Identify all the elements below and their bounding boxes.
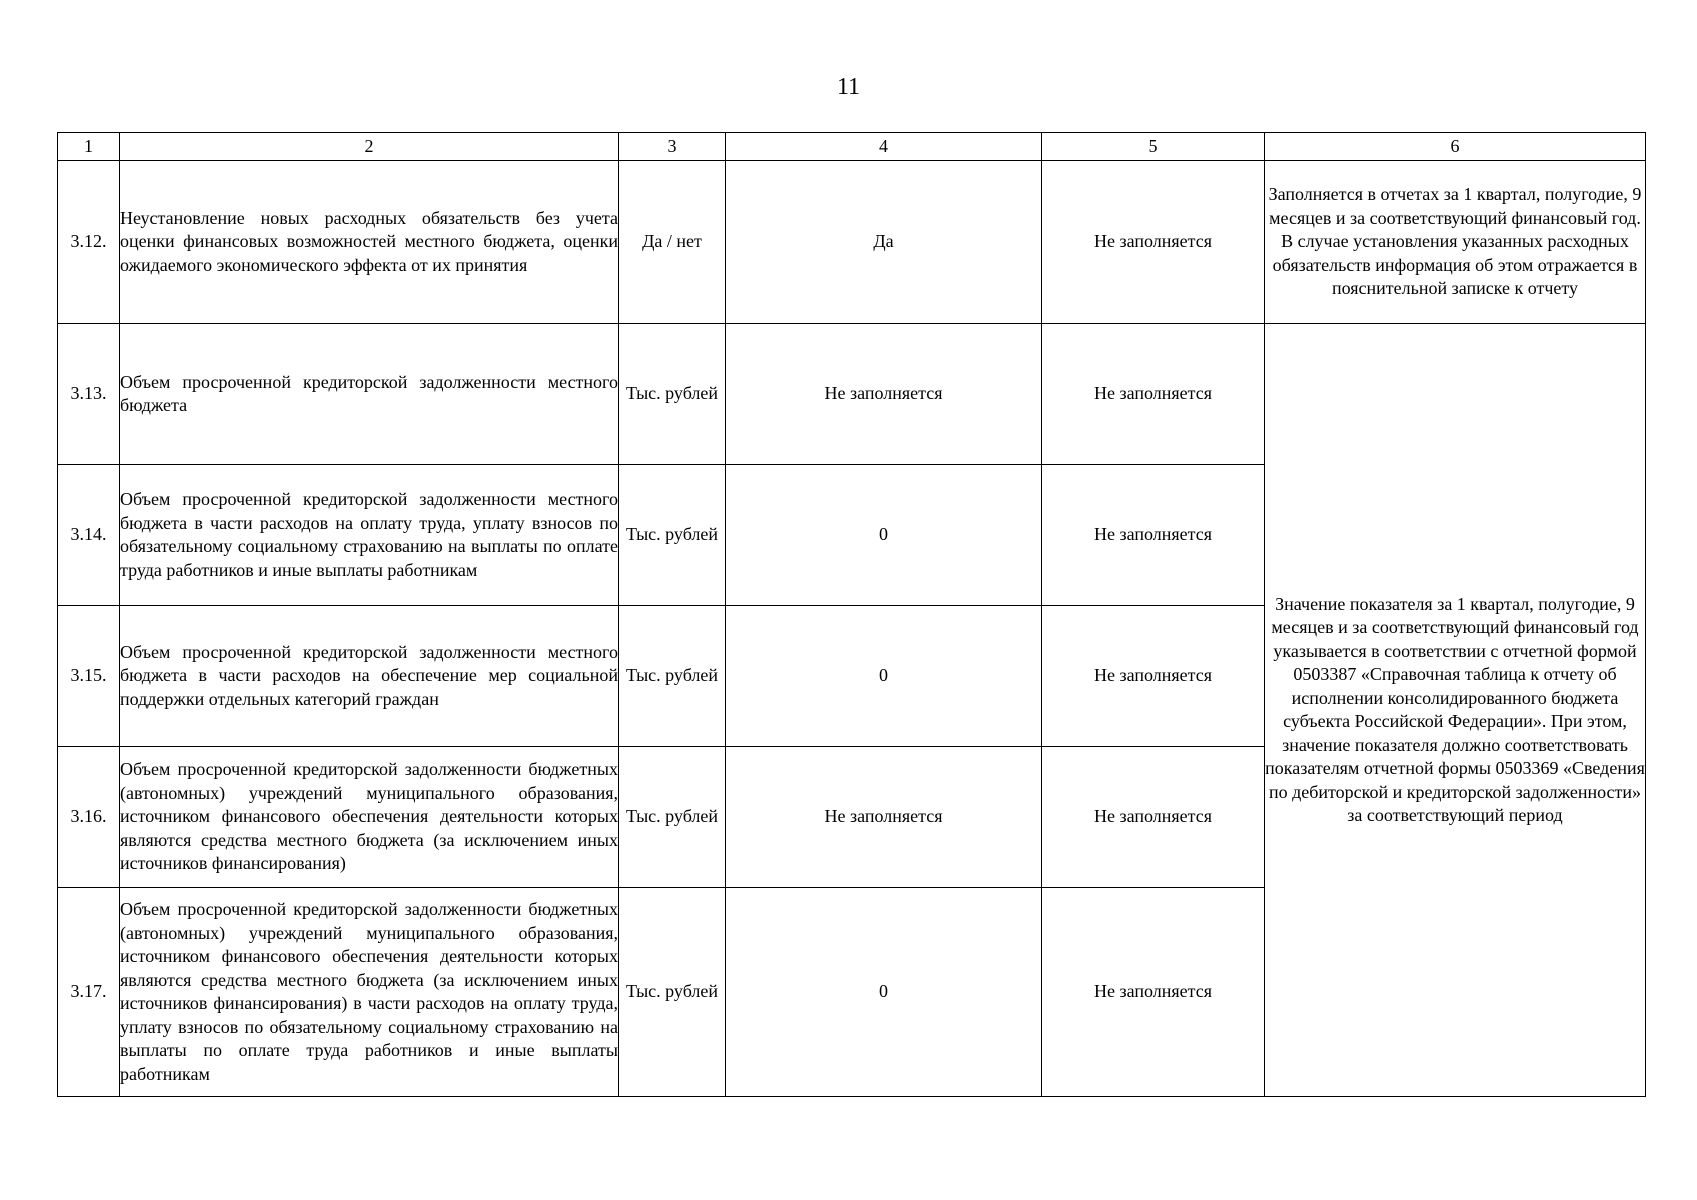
- row-col4: Да: [726, 161, 1042, 324]
- row-col4: Не заполняется: [726, 324, 1042, 465]
- row-description: Объем просроченной кредиторской задолженности местного бюджета: [120, 324, 619, 465]
- row-description: Неустановление новых расходных обязательств без учета оценки финансовых возможностей местного бюджета, оценки ожидаемого экономического эффекта от их принятия: [120, 161, 619, 324]
- row-col5: Не заполняется: [1042, 606, 1265, 747]
- row-col4: Не заполняется: [726, 747, 1042, 888]
- row-col4: 0: [726, 888, 1042, 1097]
- row-unit: Да / нет: [619, 161, 726, 324]
- row-number: 3.13.: [58, 324, 120, 465]
- row-description: Объем просроченной кредиторской задолженности местного бюджета в части расходов на оплату труда, уплату взносов по обязательному социальному страхованию на выплаты по оплате труда работников и иные выплаты работникам: [120, 465, 619, 606]
- indicators-table: [57, 132, 1646, 1097]
- row-col5: Не заполняется: [1042, 161, 1265, 324]
- row-number: 3.14.: [58, 465, 120, 606]
- row-unit: Тыс. рублей: [619, 606, 726, 747]
- header-cell: 5: [1042, 133, 1265, 161]
- row-unit: Тыс. рублей: [619, 747, 726, 888]
- row-unit: Тыс. рублей: [619, 888, 726, 1097]
- header-cell: 3: [619, 133, 726, 161]
- table-row: [58, 161, 1646, 324]
- header-cell: 6: [1265, 133, 1646, 161]
- row-description: Объем просроченной кредиторской задолженности бюджетных (автономных) учреждений муниципального образования, источником финансового обеспечения деятельности которых являются средства местного бюджета (за исключением иных источников финансирования) в части расходов на оплату труда, уплату взносов по обязательному социальному страхованию на выплаты по оплате труда работников и иные выплаты работникам: [120, 888, 619, 1097]
- row-number: 3.17.: [58, 888, 120, 1097]
- header-cell: 2: [120, 133, 619, 161]
- row-col4: 0: [726, 465, 1042, 606]
- row-col5: Не заполняется: [1042, 747, 1265, 888]
- row-number: 3.12.: [58, 161, 120, 324]
- row-col6-note: Заполняется в отчетах за 1 квартал, полугодие, 9 месяцев и за соответствующий финансовый год. В случае установления указанных расходных обязательств информация об этом отражается в пояснительной записке к отчету: [1265, 161, 1646, 324]
- row-col4: 0: [726, 606, 1042, 747]
- row-col5: Не заполняется: [1042, 465, 1265, 606]
- merged-col6-note: Значение показателя за 1 квартал, полугодие, 9 месяцев и за соответствующий финансовый год указывается в соответствии с отчетной формой 0503387 «Справочная таблица к отчету об исполнении консолидированного бюджета субъекта Российской Федерации». При этом, значение показателя должно соответствовать показателям отчетной формы 0503369 «Сведения по дебиторской и кредиторской задолженности» за соответствующий период: [1265, 324, 1646, 1097]
- row-unit: Тыс. рублей: [619, 465, 726, 606]
- row-number: 3.16.: [58, 747, 120, 888]
- row-number: 3.15.: [58, 606, 120, 747]
- header-row: [58, 133, 1646, 161]
- page-number: 11: [836, 74, 861, 100]
- table-row: [58, 324, 1646, 465]
- row-col5: Не заполняется: [1042, 324, 1265, 465]
- row-col5: Не заполняется: [1042, 888, 1265, 1097]
- row-description: Объем просроченной кредиторской задолженности местного бюджета в части расходов на обеспечение мер социальной поддержки отдельных категорий граждан: [120, 606, 619, 747]
- header-cell: 1: [58, 133, 120, 161]
- row-unit: Тыс. рублей: [619, 324, 726, 465]
- row-description: Объем просроченной кредиторской задолженности бюджетных (автономных) учреждений муниципального образования, источником финансового обеспечения деятельности которых являются средства местного бюджета (за исключением иных источников финансирования): [120, 747, 619, 888]
- header-cell: 4: [726, 133, 1042, 161]
